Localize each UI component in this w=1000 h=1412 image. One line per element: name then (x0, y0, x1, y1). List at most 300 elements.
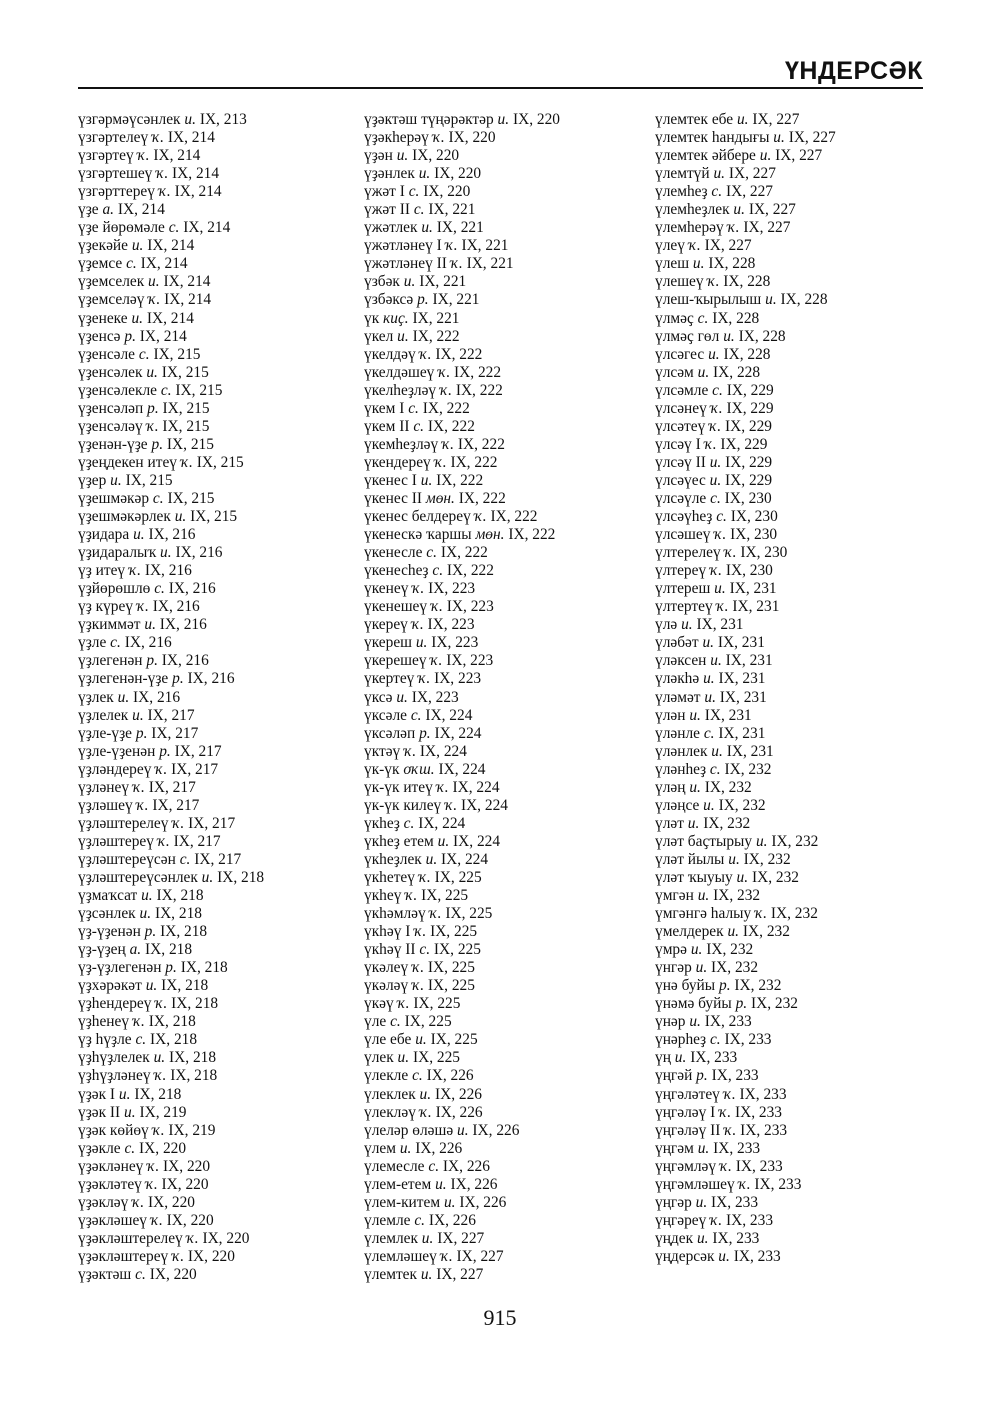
entry-reference: IX, 224 (460, 796, 508, 814)
entry-reference: IX, 214 (183, 219, 231, 237)
entry-reference: IX, 228 (723, 273, 771, 291)
entry-headword: үҙләштереүсән (78, 850, 176, 868)
entry-pos-tag: с. (179, 850, 191, 868)
entry-reference: IX, 222 (446, 562, 494, 580)
index-entry (364, 941, 654, 959)
entry-headword: үкенес II (364, 489, 423, 507)
entry-reference: IX, 224 (425, 706, 473, 724)
index-entry (655, 490, 945, 508)
index-entry (655, 526, 945, 544)
entry-reference: IX, 218 (148, 1013, 196, 1031)
entry-headword: үлемесле (364, 1157, 425, 1175)
entry-reference: IX, 220 (448, 129, 496, 147)
header-rule (78, 87, 923, 89)
entry-pos-tag: и. (437, 832, 450, 850)
index-column-1 (78, 111, 368, 1284)
entry-reference: IX, 225 (433, 941, 481, 959)
entry-headword: үләнле (655, 724, 700, 742)
index-entry (78, 851, 368, 869)
index-entry (655, 129, 945, 147)
entry-reference: IX, 225 (427, 977, 475, 995)
entry-headword: үҙ һүҙле (78, 1031, 132, 1049)
entry-reference: IX, 232 (743, 850, 791, 868)
index-entry (655, 580, 945, 598)
entry-reference: IX, 216 (152, 598, 200, 616)
entry-pos-tag: и. (690, 941, 703, 959)
entry-headword: үксә (364, 688, 393, 706)
entry-reference: IX, 227 (743, 219, 791, 237)
index-entry (78, 490, 368, 508)
entry-reference: IX, 218 (217, 868, 265, 886)
index-entry (364, 1158, 654, 1176)
entry-reference: IX, 220 (187, 1247, 235, 1265)
entry-reference: IX, 221 (412, 309, 460, 327)
entry-pos-tag: и. (396, 147, 409, 165)
entry-reference: IX, 229 (724, 417, 773, 435)
entry-headword: үләт баҫтырыу (655, 832, 753, 850)
entry-pos-tag: ҡ. (152, 129, 165, 147)
entry-reference: IX, 228 (723, 345, 771, 363)
entry-reference: IX, 222 (455, 381, 503, 399)
entry-pos-tag: р. (172, 670, 184, 688)
entry-headword: үлемтек (364, 1266, 417, 1283)
entry-pos-tag: ҡ. (154, 1067, 167, 1085)
entry-reference: IX, 228 (712, 309, 760, 327)
entry-reference: IX, 233 (733, 1247, 781, 1265)
entry-reference: IX, 226 (442, 1157, 490, 1175)
entry-pos-tag: с. (110, 634, 121, 652)
entry-pos-tag: и. (425, 850, 438, 868)
entry-reference: IX, 225 (434, 868, 482, 886)
index-entry (655, 562, 945, 580)
entry-headword: үҙәкләү (78, 1193, 129, 1211)
index-entry (78, 310, 368, 328)
entry-reference: IX, 219 (139, 1103, 187, 1121)
entry-headword: үҙәкләтеү (78, 1175, 142, 1193)
entry-pos-tag: и. (148, 273, 160, 291)
index-entry (655, 472, 945, 490)
entry-headword: үҙлелек (78, 706, 129, 724)
entry-reference: IX, 227 (456, 1247, 504, 1265)
entry-headword: үзбәксә (364, 291, 414, 309)
entry-reference: IX, 218 (134, 1085, 182, 1103)
entry-headword: үҙенсәләп (78, 399, 144, 417)
entry-headword: үҙемсе (78, 255, 123, 273)
entry-reference: IX, 227 (436, 1266, 484, 1283)
entry-pos-tag: и. (711, 742, 723, 760)
index-entry (655, 779, 945, 797)
entry-reference: IX, 220 (166, 1211, 214, 1229)
entry-reference: IX, 230 (740, 544, 788, 562)
entry-reference: IX, 222 (427, 417, 475, 435)
index-entry (655, 905, 945, 923)
entry-headword: үҙ-үҙең (78, 941, 126, 959)
entry-headword: үләңсе (655, 796, 700, 814)
entry-pos-tag: ҡ. (418, 868, 431, 886)
entry-reference: IX, 233 (754, 1175, 802, 1193)
entry-headword: үзгәртеү (78, 147, 134, 165)
index-entry (78, 1031, 368, 1049)
entry-reference: IX, 218 (161, 977, 209, 995)
entry-pos-tag: р. (719, 977, 731, 995)
entry-reference: IX, 224 (452, 778, 500, 796)
entry-headword: үләт йылы (655, 850, 725, 868)
entry-reference: IX, 217 (152, 796, 200, 814)
entry-reference: IX, 232 (718, 796, 766, 814)
entry-headword: үлсәүһеҙ (655, 508, 713, 526)
entry-pos-tag: с. (410, 706, 422, 724)
entry-headword: үмрә (655, 941, 687, 959)
entry-pos-tag: и. (146, 363, 158, 381)
entry-headword: үкһәү II (364, 941, 416, 959)
entry-headword: үкереш (364, 634, 412, 652)
index-entry (655, 436, 945, 454)
index-entry (364, 1230, 654, 1248)
index-entry (78, 725, 368, 743)
entry-reference: IX, 214 (117, 201, 165, 219)
entry-pos-tag: ҡ. (719, 1157, 732, 1175)
entry-headword: үләбәт (655, 634, 699, 652)
entry-pos-tag: и. (681, 616, 693, 634)
index-entry (655, 652, 945, 670)
entry-reference: IX, 231 (725, 652, 773, 670)
entry-reference: IX, 217 (151, 724, 199, 742)
index-entry (78, 183, 368, 201)
index-entry (655, 111, 945, 129)
index-entry (364, 490, 654, 508)
entry-headword: үлсәү II (655, 453, 706, 471)
entry-pos-tag: ҡ. (145, 1175, 158, 1193)
entry-reference: IX, 220 (163, 1157, 211, 1175)
entry-reference: IX, 220 (512, 111, 560, 128)
entry-reference: IX, 223 (427, 616, 475, 634)
index-entry (655, 959, 945, 977)
entry-reference: IX, 218 (171, 995, 219, 1013)
entry-headword: үкел (364, 327, 394, 345)
entry-reference: IX, 220 (412, 147, 460, 165)
entry-reference: IX, 232 (734, 977, 782, 995)
entry-pos-tag: и. (443, 1193, 456, 1211)
index-entry (655, 418, 945, 436)
entry-pos-tag: с. (124, 1139, 136, 1157)
entry-pos-tag: и. (709, 453, 722, 471)
entry-pos-tag: с. (152, 489, 164, 507)
entry-reference: IX, 220 (202, 1229, 250, 1247)
entry-headword: үҙле-үҙенән (78, 742, 156, 760)
index-entry (78, 1248, 368, 1266)
index-entry (364, 201, 654, 219)
index-entry (364, 165, 654, 183)
entry-pos-tag: р. (146, 652, 158, 670)
entry-headword: үлеш (655, 255, 690, 273)
entry-pos-tag: р. (696, 1067, 708, 1085)
index-entry (364, 328, 654, 346)
entry-headword: үлеш-ҡырылыш (655, 291, 762, 309)
index-entry (78, 1266, 368, 1284)
entry-reference: IX, 233 (724, 1031, 772, 1049)
entry-headword: үнә буйы (655, 977, 716, 995)
entry-headword: үмелдерек (655, 923, 724, 941)
entry-headword: үләт (655, 814, 684, 832)
index-entry (364, 689, 654, 707)
index-entry (364, 634, 654, 652)
index-entry (364, 1122, 654, 1140)
entry-reference: IX, 225 (421, 887, 469, 905)
entry-pos-tag: ҡ. (156, 165, 169, 183)
entry-pos-tag: ҡ. (155, 760, 168, 778)
entry-pos-tag: и. (703, 796, 715, 814)
entry-pos-tag: и. (435, 1175, 447, 1193)
entry-pos-tag: ҡ. (704, 435, 717, 453)
entry-reference: IX, 221 (461, 237, 509, 255)
entry-pos-tag: и. (139, 905, 152, 923)
index-entry (364, 869, 654, 887)
index-entry (364, 454, 654, 472)
entry-reference: IX, 214 (167, 129, 215, 147)
entry-headword: үҙһүҙләнеү (78, 1067, 151, 1085)
entry-reference: IX, 232 (706, 941, 754, 959)
entry-reference: IX, 225 (430, 1031, 478, 1049)
entry-pos-tag: ҡ. (412, 977, 425, 995)
index-entry (78, 1194, 368, 1212)
entry-headword: үлемле (364, 1211, 411, 1229)
entry-headword: үжәт II (364, 201, 410, 219)
entry-headword: үҙенсә (78, 327, 121, 345)
index-entry (78, 219, 368, 237)
index-entry (78, 869, 368, 887)
index-entry (655, 1248, 945, 1266)
entry-reference: IX, 226 (415, 1139, 463, 1157)
entry-pos-tag: и. (718, 1247, 730, 1265)
entry-headword: үкенес I (364, 471, 417, 489)
entry-reference: IX, 223 (411, 688, 459, 706)
entry-pos-tag: и. (397, 1049, 410, 1067)
index-entry (364, 436, 654, 454)
entry-pos-tag: ҡ. (404, 742, 417, 760)
entry-reference: IX, 231 (719, 688, 767, 706)
entry-reference: IX, 218 (145, 941, 193, 959)
entry-reference: IX, 222 (457, 435, 505, 453)
index-entry (655, 670, 945, 688)
entry-pos-tag: и. (696, 1229, 709, 1247)
entry-headword: үзгәртелеү (78, 129, 149, 147)
entry-reference: IX, 225 (404, 1013, 452, 1031)
entry-headword: үкелдәшеү (364, 363, 435, 381)
entry-reference: IX, 226 (450, 1175, 498, 1193)
entry-pos-tag: и. (708, 345, 720, 363)
entry-reference: IX, 227 (437, 1229, 485, 1247)
entry-pos-tag: и. (415, 1031, 427, 1049)
entry-reference: IX, 233 (739, 1085, 787, 1103)
index-entry (655, 1086, 945, 1104)
entry-reference: IX, 227 (725, 183, 773, 201)
index-entry (78, 1176, 368, 1194)
entry-reference: IX, 216 (159, 616, 207, 634)
entry-headword: үңгәмләшеү (655, 1175, 735, 1193)
entry-pos-tag: и. (689, 1013, 701, 1031)
entry-headword: үле ебе (364, 1031, 412, 1049)
index-entry (364, 346, 654, 364)
index-entry (655, 851, 945, 869)
entry-pos-tag: ҡ. (180, 453, 193, 471)
entry-headword: үлеү (655, 237, 685, 255)
entry-headword: үҙсәнлек (78, 905, 136, 923)
index-entry (655, 201, 945, 219)
index-entry (655, 147, 945, 165)
index-entry (78, 905, 368, 923)
entry-reference: IX, 216 (161, 652, 209, 670)
index-entry (78, 1158, 368, 1176)
entry-pos-tag: а. (129, 941, 142, 959)
entry-pos-tag: и. (710, 652, 722, 670)
entry-pos-tag: с. (126, 255, 137, 273)
entry-pos-tag: и. (420, 471, 433, 489)
entry-pos-tag: ҡ. (146, 417, 159, 435)
entry-reference: IX, 233 (712, 1229, 760, 1247)
entry-headword: үлекләү (364, 1103, 416, 1121)
entry-pos-tag: и. (153, 1049, 166, 1067)
entry-pos-tag: р. (124, 327, 136, 345)
entry-reference: IX, 229 (725, 453, 773, 471)
entry-pos-tag: р. (147, 399, 159, 417)
entry-headword: үлек (364, 1049, 394, 1067)
index-entry (655, 1176, 945, 1194)
entry-headword: үлтереш (655, 580, 711, 598)
entry-pos-tag: ҡ. (438, 363, 451, 381)
entry-pos-tag: и. (117, 688, 130, 706)
index-entry (364, 273, 654, 291)
entry-headword: үкелһеҙләү (364, 381, 437, 399)
entry-headword: үлемһерәү (655, 219, 724, 237)
entry-reference: IX, 213 (199, 111, 247, 128)
entry-reference: IX, 226 (426, 1067, 474, 1085)
index-entry (655, 995, 945, 1013)
entry-pos-tag: и. (131, 237, 144, 255)
entry-pos-tag: р. (735, 995, 748, 1013)
index-entry (655, 165, 945, 183)
entry-headword: үлсәмле (655, 381, 709, 399)
entry-headword: үңгәр (655, 1193, 692, 1211)
entry-reference: IX, 225 (412, 1049, 460, 1067)
index-entry (655, 725, 945, 743)
index-entry (655, 1067, 945, 1085)
entry-headword: үкһеҙ етем (364, 832, 434, 850)
entry-headword: үлсәшеү (655, 526, 711, 544)
entry-pos-tag: ҡ. (714, 526, 727, 544)
entry-headword: үле (364, 1013, 387, 1031)
entry-headword: үңгәм (655, 1139, 694, 1157)
index-entry (78, 472, 368, 490)
index-entry (364, 1194, 654, 1212)
entry-headword: үзгәртешеү (78, 165, 153, 183)
entry-headword: үҙмаҡсат (78, 887, 138, 905)
entry-headword: үлтерелеү (655, 544, 721, 562)
entry-pos-tag: и. (736, 868, 749, 886)
index-entry (78, 1104, 368, 1122)
entry-pos-tag: ҡ. (445, 237, 458, 255)
entry-pos-tag: и. (727, 923, 740, 941)
entry-headword: үкенескә ҡаршы (364, 526, 472, 544)
entry-pos-tag: ҡ. (436, 778, 449, 796)
entry-pos-tag: с. (408, 399, 419, 417)
index-entry (364, 237, 654, 255)
index-entry (364, 580, 654, 598)
entry-headword: үҙ-үҙенән (78, 923, 141, 941)
entry-reference: IX, 224 (418, 814, 466, 832)
entry-reference: IX, 225 (413, 995, 461, 1013)
entry-pos-tag: и. (421, 1229, 434, 1247)
entry-headword: үкһетеү (364, 868, 415, 886)
entry-reference: IX, 214 (164, 291, 212, 309)
entry-headword: үнәрһеҙ (655, 1031, 707, 1049)
entry-reference: IX, 220 (161, 1175, 209, 1193)
entry-headword: үзгәрмәүсәнлек (78, 111, 181, 128)
index-entry (78, 761, 368, 779)
index-entry (364, 1212, 654, 1230)
entry-headword: үҙләнеү (78, 778, 130, 796)
entry-reference: IX, 231 (717, 634, 765, 652)
entry-headword: үк-үк (364, 760, 400, 778)
index-entry (655, 255, 945, 273)
index-entry (364, 562, 654, 580)
entry-reference: IX, 232 (771, 832, 819, 850)
entry-pos-tag: ҡ. (688, 237, 701, 255)
entry-reference: IX, 226 (459, 1193, 507, 1211)
entry-pos-tag: ҡ. (132, 1193, 145, 1211)
entry-pos-tag: р. (165, 959, 177, 977)
index-entry (364, 1140, 654, 1158)
entry-headword: үҙеңдекен итеү (78, 453, 178, 471)
entry-pos-tag: с. (160, 381, 172, 399)
entry-pos-tag: ҡ. (723, 1085, 736, 1103)
entry-reference: IX, 221 (436, 219, 484, 237)
entry-headword: үләксен (655, 652, 707, 670)
entry-pos-tag: и. (709, 471, 722, 489)
entry-pos-tag: и. (674, 1049, 687, 1067)
entry-reference: IX, 232 (713, 887, 761, 905)
entry-headword: үҙләшеү (78, 796, 133, 814)
entry-pos-tag: и. (697, 887, 710, 905)
entry-headword: үлешеү (655, 273, 704, 291)
entry-pos-tag: с. (709, 1031, 721, 1049)
entry-reference: IX, 229 (720, 435, 768, 453)
entry-headword: үҙле-үҙе (78, 724, 133, 742)
index-entry (655, 977, 945, 995)
index-entry (655, 382, 945, 400)
entry-headword: үлтертеү (655, 598, 713, 616)
entry-reference: IX, 216 (148, 526, 196, 544)
entry-reference: IX, 214 (140, 255, 188, 273)
entry-pos-tag: ҡ. (186, 1229, 199, 1247)
index-entry (364, 1266, 654, 1284)
index-entry (655, 761, 945, 779)
entry-headword: үҙе (78, 201, 99, 219)
entry-pos-tag: оҡш. (403, 760, 435, 778)
entry-reference: IX, 215 (162, 399, 210, 417)
index-entry (78, 508, 368, 526)
index-entry (364, 761, 654, 779)
entry-headword: үҙәкләнеү (78, 1157, 144, 1175)
entry-reference: IX, 228 (738, 327, 786, 345)
entry-pos-tag: и. (765, 291, 777, 309)
entry-pos-tag: и. (723, 327, 735, 345)
index-entry (655, 1140, 945, 1158)
index-entry (78, 977, 368, 995)
entry-reference: IX, 231 (696, 616, 744, 634)
index-entry (364, 815, 654, 833)
entry-reference: IX, 215 (161, 363, 209, 381)
entry-pos-tag: ҡ. (132, 778, 145, 796)
